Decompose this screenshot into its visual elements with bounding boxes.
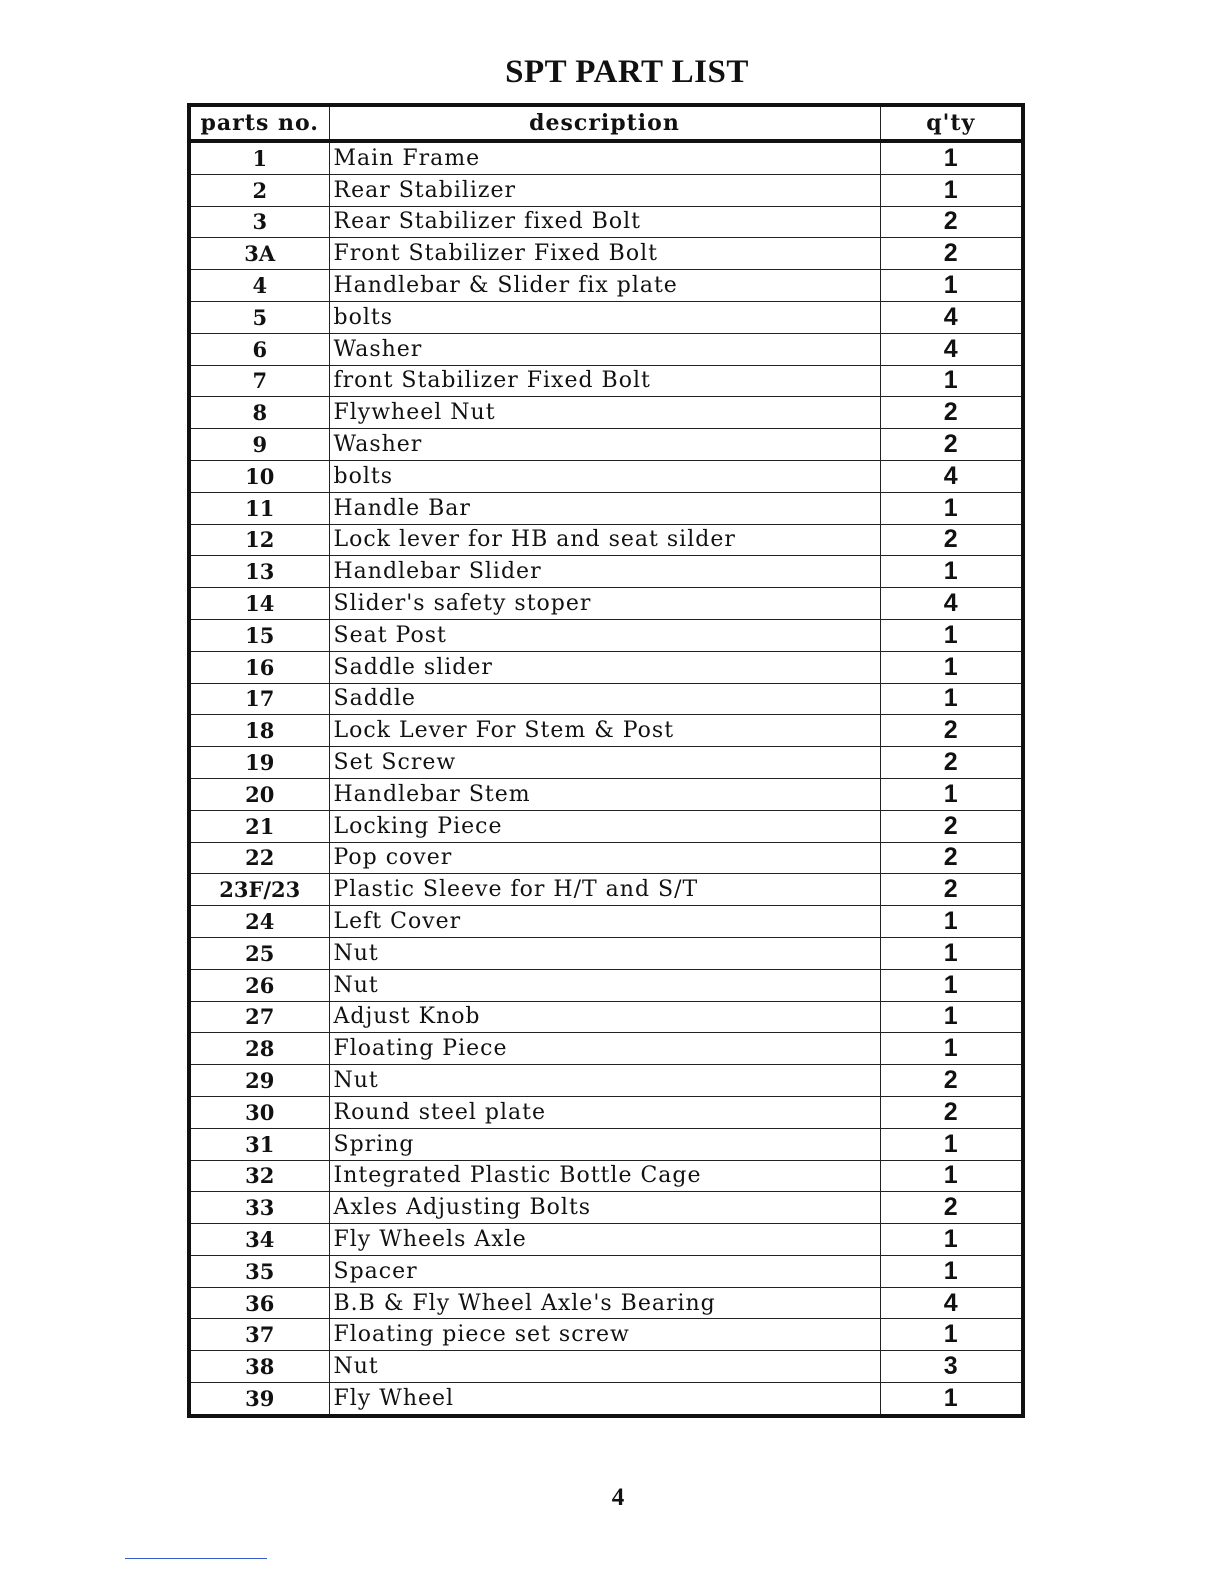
table-body <box>189 141 1023 1416</box>
part-number-cell: 23F/23 <box>189 874 329 906</box>
quantity-cell: 1 <box>880 969 1023 1001</box>
description-cell: Seat Post <box>329 619 880 651</box>
part-number-cell: 1 <box>189 141 329 174</box>
part-number-cell: 12 <box>189 524 329 556</box>
description-cell: Handlebar Stem <box>329 778 880 810</box>
part-number-cell: 16 <box>189 651 329 683</box>
table-row <box>189 619 1023 651</box>
part-number-cell: 32 <box>189 1160 329 1192</box>
part-list-table <box>187 103 1025 1418</box>
quantity-cell: 4 <box>880 333 1023 365</box>
description-cell: bolts <box>329 301 880 333</box>
quantity-cell: 2 <box>880 842 1023 874</box>
quantity-cell: 1 <box>880 270 1023 302</box>
description-cell: Front Stabilizer Fixed Bolt <box>329 238 880 270</box>
table-row <box>189 1287 1023 1319</box>
part-number-cell: 34 <box>189 1224 329 1256</box>
table-row <box>189 141 1023 174</box>
part-number-cell: 13 <box>189 556 329 588</box>
table-row <box>189 270 1023 302</box>
description-cell: B.B & Fly Wheel Axle's Bearing <box>329 1287 880 1319</box>
description-cell: Pop cover <box>329 842 880 874</box>
table-row <box>189 969 1023 1001</box>
header-parts-no: parts no. <box>189 105 329 141</box>
description-cell: Lock Lever For Stem & Post <box>329 715 880 747</box>
description-cell: Axles Adjusting Bolts <box>329 1192 880 1224</box>
description-cell: front Stabilizer Fixed Bolt <box>329 365 880 397</box>
part-number-cell: 24 <box>189 906 329 938</box>
description-cell: Plastic Sleeve for H/T and S/T <box>329 874 880 906</box>
description-cell: Flywheel Nut <box>329 397 880 429</box>
part-number-cell: 10 <box>189 460 329 492</box>
table-row <box>189 365 1023 397</box>
description-cell: Saddle <box>329 683 880 715</box>
table-row <box>189 333 1023 365</box>
table-row <box>189 683 1023 715</box>
quantity-cell: 1 <box>880 1255 1023 1287</box>
header-description: description <box>329 105 880 141</box>
table-row <box>189 556 1023 588</box>
description-cell: Fly Wheel <box>329 1383 880 1416</box>
table-row <box>189 460 1023 492</box>
description-cell: bolts <box>329 460 880 492</box>
table-row <box>189 778 1023 810</box>
table-row <box>189 301 1023 333</box>
part-number-cell: 20 <box>189 778 329 810</box>
description-cell: Rear Stabilizer fixed Bolt <box>329 206 880 238</box>
table-row <box>189 810 1023 842</box>
quantity-cell: 4 <box>880 588 1023 620</box>
description-cell: Nut <box>329 1351 880 1383</box>
part-number-cell: 18 <box>189 715 329 747</box>
part-number-cell: 6 <box>189 333 329 365</box>
description-cell: Spacer <box>329 1255 880 1287</box>
table-row <box>189 1255 1023 1287</box>
table-row <box>189 429 1023 461</box>
quantity-cell: 2 <box>880 397 1023 429</box>
footer-rule <box>125 1558 267 1559</box>
description-cell: Floating piece set screw <box>329 1319 880 1351</box>
part-number-cell: 39 <box>189 1383 329 1416</box>
quantity-cell: 1 <box>880 1224 1023 1256</box>
table-row <box>189 715 1023 747</box>
table-row <box>189 747 1023 779</box>
part-number-cell: 30 <box>189 1096 329 1128</box>
part-number-cell: 25 <box>189 937 329 969</box>
part-number-cell: 9 <box>189 429 329 461</box>
description-cell: Left Cover <box>329 906 880 938</box>
quantity-cell: 1 <box>880 778 1023 810</box>
quantity-cell: 1 <box>880 1319 1023 1351</box>
table-row <box>189 1065 1023 1097</box>
description-cell: Fly Wheels Axle <box>329 1224 880 1256</box>
part-number-cell: 35 <box>189 1255 329 1287</box>
table-row <box>189 1192 1023 1224</box>
quantity-cell: 1 <box>880 1001 1023 1033</box>
quantity-cell: 1 <box>880 906 1023 938</box>
part-number-cell: 5 <box>189 301 329 333</box>
description-cell: Locking Piece <box>329 810 880 842</box>
quantity-cell: 1 <box>880 937 1023 969</box>
description-cell: Handlebar Slider <box>329 556 880 588</box>
description-cell: Handlebar & Slider fix plate <box>329 270 880 302</box>
part-list-table-wrapper <box>187 103 1021 1418</box>
part-number-cell: 14 <box>189 588 329 620</box>
quantity-cell: 4 <box>880 301 1023 333</box>
quantity-cell: 2 <box>880 429 1023 461</box>
quantity-cell: 2 <box>880 1192 1023 1224</box>
part-number-cell: 8 <box>189 397 329 429</box>
table-row <box>189 1128 1023 1160</box>
description-cell: Set Screw <box>329 747 880 779</box>
part-number-cell: 7 <box>189 365 329 397</box>
table-row <box>189 651 1023 683</box>
quantity-cell: 1 <box>880 1033 1023 1065</box>
table-row <box>189 397 1023 429</box>
quantity-cell: 2 <box>880 874 1023 906</box>
part-number-cell: 22 <box>189 842 329 874</box>
table-row <box>189 1001 1023 1033</box>
table-row <box>189 1096 1023 1128</box>
quantity-cell: 4 <box>880 460 1023 492</box>
table-row <box>189 492 1023 524</box>
part-number-cell: 3 <box>189 206 329 238</box>
table-row <box>189 937 1023 969</box>
part-number-cell: 37 <box>189 1319 329 1351</box>
table-row <box>189 524 1023 556</box>
quantity-cell: 3 <box>880 1351 1023 1383</box>
quantity-cell: 1 <box>880 1128 1023 1160</box>
description-cell: Round steel plate <box>329 1096 880 1128</box>
table-row <box>189 588 1023 620</box>
quantity-cell: 1 <box>880 365 1023 397</box>
table-row <box>189 842 1023 874</box>
quantity-cell: 4 <box>880 1287 1023 1319</box>
part-number-cell: 27 <box>189 1001 329 1033</box>
table-row <box>189 206 1023 238</box>
part-number-cell: 19 <box>189 747 329 779</box>
table-row <box>189 874 1023 906</box>
quantity-cell: 1 <box>880 141 1023 174</box>
table-row <box>189 1383 1023 1416</box>
table-row <box>189 1033 1023 1065</box>
table-row <box>189 1224 1023 1256</box>
quantity-cell: 2 <box>880 206 1023 238</box>
description-cell: Floating Piece <box>329 1033 880 1065</box>
quantity-cell: 1 <box>880 174 1023 206</box>
part-number-cell: 21 <box>189 810 329 842</box>
quantity-cell: 1 <box>880 492 1023 524</box>
table-row <box>189 238 1023 270</box>
description-cell: Integrated Plastic Bottle Cage <box>329 1160 880 1192</box>
quantity-cell: 1 <box>880 1160 1023 1192</box>
description-cell: Main Frame <box>329 141 880 174</box>
quantity-cell: 2 <box>880 1096 1023 1128</box>
header-qty: q'ty <box>880 105 1023 141</box>
part-number-cell: 4 <box>189 270 329 302</box>
page-title: SPT PART LIST <box>505 54 749 90</box>
description-cell: Nut <box>329 969 880 1001</box>
quantity-cell: 1 <box>880 683 1023 715</box>
description-cell: Nut <box>329 937 880 969</box>
description-cell: Handle Bar <box>329 492 880 524</box>
quantity-cell: 1 <box>880 619 1023 651</box>
part-number-cell: 38 <box>189 1351 329 1383</box>
part-number-cell: 28 <box>189 1033 329 1065</box>
description-cell: Spring <box>329 1128 880 1160</box>
quantity-cell: 2 <box>880 1065 1023 1097</box>
part-number-cell: 11 <box>189 492 329 524</box>
table-row <box>189 1319 1023 1351</box>
part-number-cell: 33 <box>189 1192 329 1224</box>
part-number-cell: 36 <box>189 1287 329 1319</box>
description-cell: Slider's safety stoper <box>329 588 880 620</box>
quantity-cell: 2 <box>880 810 1023 842</box>
quantity-cell: 2 <box>880 715 1023 747</box>
part-number-cell: 17 <box>189 683 329 715</box>
part-number-cell: 2 <box>189 174 329 206</box>
part-number-cell: 26 <box>189 969 329 1001</box>
quantity-cell: 2 <box>880 238 1023 270</box>
table-row <box>189 174 1023 206</box>
part-number-cell: 29 <box>189 1065 329 1097</box>
table-header-row <box>189 105 1023 141</box>
quantity-cell: 2 <box>880 524 1023 556</box>
part-number-cell: 15 <box>189 619 329 651</box>
quantity-cell: 2 <box>880 747 1023 779</box>
page-number: 4 <box>611 1484 625 1511</box>
table-row <box>189 1160 1023 1192</box>
description-cell: Washer <box>329 333 880 365</box>
quantity-cell: 1 <box>880 556 1023 588</box>
description-cell: Nut <box>329 1065 880 1097</box>
table-row <box>189 1351 1023 1383</box>
description-cell: Washer <box>329 429 880 461</box>
part-number-cell: 31 <box>189 1128 329 1160</box>
description-cell: Saddle slider <box>329 651 880 683</box>
description-cell: Lock lever for HB and seat silder <box>329 524 880 556</box>
table-row <box>189 906 1023 938</box>
description-cell: Rear Stabilizer <box>329 174 880 206</box>
description-cell: Adjust Knob <box>329 1001 880 1033</box>
part-number-cell: 3A <box>189 238 329 270</box>
quantity-cell: 1 <box>880 651 1023 683</box>
quantity-cell: 1 <box>880 1383 1023 1416</box>
